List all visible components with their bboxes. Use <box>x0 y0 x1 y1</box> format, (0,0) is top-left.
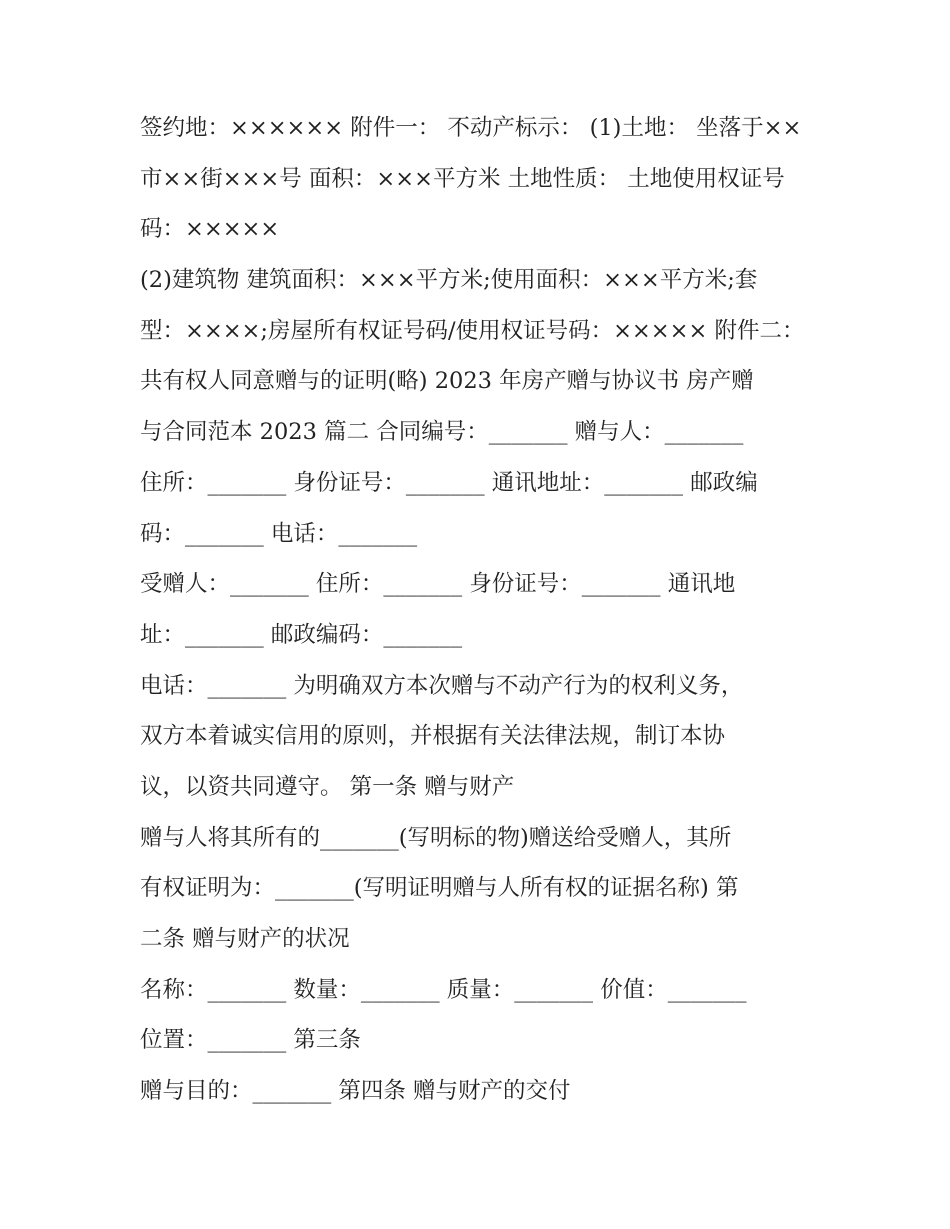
text-line: 位置：_______ 第三条 <box>140 1027 361 1054</box>
text-line: 市××街×××号 面积：×××平方米 土地性质： 土地使用权证号 <box>140 165 785 192</box>
text-line: 码：_______ 电话：_______ <box>140 520 418 547</box>
text-line: 与合同范本 2023 篇二 合同编号：_______ 赠与人：_______ <box>140 419 744 446</box>
text-line: 名称：_______ 数量：_______ 质量：_______ 价值：_______ <box>140 976 747 1003</box>
document-body <box>140 103 820 1117</box>
text-line: 址：_______ 邮政编码：_______ <box>140 621 463 648</box>
text-line: 电话：_______ 为明确双方本次赠与不动产行为的权利义务， <box>140 672 744 699</box>
text-line: 议，以资共同遵守。 第一条 赠与财产 <box>140 773 515 800</box>
text-line: 双方本着诚实信用的原则，并根据有关法律法规，制订本协 <box>140 723 726 750</box>
text-line: 赠与人将其所有的_______(写明标的物)赠送给受赠人，其所 <box>140 824 732 851</box>
text-line: 码：××××× <box>140 216 280 243</box>
text-line: 型：××××;房屋所有权证号码/使用权证号码：××××× 附件二： <box>140 317 805 344</box>
text-line: 赠与目的：_______ 第四条 赠与财产的交付 <box>140 1078 571 1105</box>
text-line: 受赠人：_______ 住所：_______ 身份证号：_______ 通讯地 <box>140 571 736 598</box>
text-line: 二条 赠与财产的状况 <box>140 926 350 952</box>
text-line: (2)建筑物 建筑面积：×××平方米;使用面积：×××平方米;套 <box>140 267 758 294</box>
text-line: 住所：_______ 身份证号：_______ 通讯地址：_______ 邮政编 <box>140 469 758 496</box>
text-line: 签约地：×××××× 附件一： 不动产标示： (1)土地： 坐落于×× <box>140 115 802 141</box>
text-line: 有权证明为：_______(写明证明赠与人所有权的证据名称) 第 <box>140 875 739 902</box>
text-line: 共有权人同意赠与的证明(略) 2023 年房产赠与协议书 房产赠 <box>140 368 754 395</box>
